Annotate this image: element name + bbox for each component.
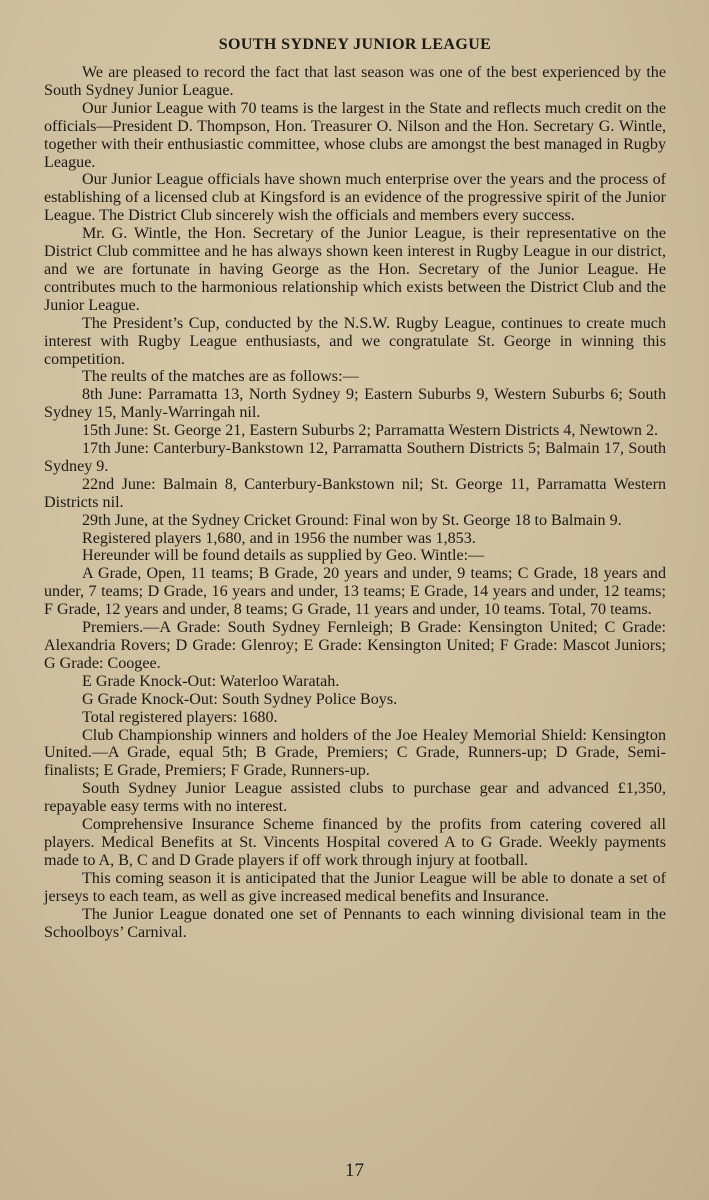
paragraph: Our Junior League with 70 teams is the largest in the State and reflects much credit on the officials—President D. Thompson, Hon. Treasurer O. Nilson and the Hon. Secretary G. Wintle, together with their enthusiastic committee, whose clubs are amongst the best managed in Rugby League. [44, 99, 666, 171]
paragraph: We are pleased to record the fact that last season was one of the best experienced by the South Sydney Junior League. [44, 64, 666, 99]
paragraph: Club Championship winners and holders of the Joe Healey Memorial Shield: Kensington United.—A Grade, equal 5th; B Grade, Premiers; C Grade, Runners-up; D Grade, Semi-finalists; E Grade, Premiers; F Grade, Runners-up. [44, 726, 666, 780]
paragraph: 15th June: St. George 21, Eastern Suburbs 2; Parramatta Western Districts 4, Newtown 2. [82, 422, 659, 440]
page-number: 17 [345, 1160, 364, 1181]
paragraph: Mr. G. Wintle, the Hon. Secretary of the Junior League, is their representative on the District Club committee and he has always shown keen interest in Rugby League in our district, and we are fortunate in having George as the Hon. Secretary of the Junior League. He contributes much to the harmonious relationship which exists between the District Club and the Junior League. [44, 225, 666, 314]
paragraph: 17th June: Canterbury-Bankstown 12, Parramatta Southern Districts 5; Balmain 17, South Sydney 9. [44, 440, 666, 475]
paragraph: The President’s Cup, conducted by the N.S.W. Rugby League, continues to create much interest with Rugby League enthusiasts, and we congratulate St. George in winning this competition. [44, 314, 666, 368]
page-title: SOUTH SYDNEY JUNIOR LEAGUE [218, 36, 492, 53]
paragraph: G Grade Knock-Out: South Sydney Police Boys. [82, 690, 398, 708]
paragraph: This coming season it is anticipated that the Junior League will be able to donate a set of jerseys to each team, as well as give increased medical benefits and Insurance. [44, 869, 666, 905]
paragraph: 8th June: Parramatta 13, North Sydney 9; Eastern Suburbs 9, Western Suburbs 6; South Sydney 15, Manly-Warringah nil. [44, 386, 666, 422]
paragraph: Registered players 1,680, and in 1956 the number was 1,853. [82, 529, 476, 547]
paragraph: Premiers.—A Grade: South Sydney Fernleigh; B Grade: Kensington United; C Grade: Alexandria Rovers; D Grade: Glenroy; E Grade: Kensington United; F Grade: Mascot Juniors; G Grade: Coogee. [44, 619, 666, 672]
paragraph: Total registered players: 1680. [82, 708, 278, 726]
article-body [44, 64, 666, 941]
paragraph: A Grade, Open, 11 teams; B Grade, 20 years and under, 9 teams; C Grade, 18 years and under, 7 teams; D Grade, 16 years and under, 13 teams; E Grade, 14 years and under, 12 teams; F Grade, 12 years and under, 8 teams; G Grade, 11 years and under, 10 teams. Total, 70 teams. [44, 565, 666, 619]
paragraph: South Sydney Junior League assisted clubs to purchase gear and advanced £1,350, repayable easy terms with no interest. [44, 780, 666, 816]
paragraph: Our Junior League officials have shown much enterprise over the years and the process of establishing of a licensed club at Kingsford is an evidence of the progressive spirit of the Junior League. The District Club sincerely wish the officials and members every success. [44, 171, 666, 225]
paragraph: The Junior League donated one set of Pennants to each winning divisional team in the Schoolboys’ Carnival. [44, 905, 666, 941]
document-page [44, 34, 666, 941]
paragraph: 22nd June: Balmain 8, Canterbury-Bankstown nil; St. George 11, Parramatta Western Districts nil. [44, 475, 666, 511]
paragraph: E Grade Knock-Out: Waterloo Waratah. [82, 672, 340, 690]
paragraph: The reults of the matches are as follows:— [82, 368, 359, 386]
paragraph: Comprehensive Insurance Scheme financed by the profits from catering covered all players. Medical Benefits at St. Vincents Hospital covered A to G Grade. Weekly payments made to A, B, C and D Grade players if off work through injury at football. [44, 816, 666, 869]
paragraph: 29th June, at the Sydney Cricket Ground: Final won by St. George 18 to Balmain 9. [82, 511, 622, 529]
paragraph: Hereunder will be found details as supplied by Geo. Wintle:— [82, 547, 485, 565]
